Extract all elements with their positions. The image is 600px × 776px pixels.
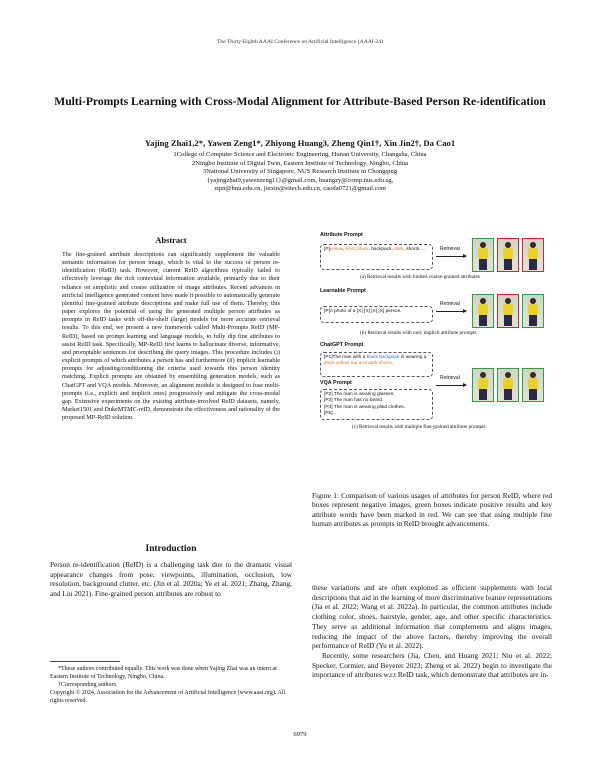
attribute-prompt-label: Attribute Prompt [320, 232, 363, 238]
right-column-text [312, 583, 552, 680]
learnable-prompt-label: Learnable Prompt [320, 288, 366, 294]
subcaption-a: (a) Retrieval results with limited coarse-grained attributes [360, 274, 480, 280]
subcaption-b: (b) Retrieval results with only implicit attribute prompts [360, 330, 477, 336]
introduction-text: Person re-identification (ReID) is a challenging task due to the dramatic visual appearance changes from pose, viewpoints, illumination, occlusion, low resolution, background clutter, etc. (Jin et al. 2020a; Ye et al. 2021; Zhang, Zhang, and Liu 2021). Fine-grained person attributes are robust to [50, 560, 292, 599]
person-image-positive [472, 368, 494, 402]
footnote-corresponding: †Corresponding authors. [58, 682, 118, 688]
result-images-b [472, 294, 544, 328]
person-image-positive [522, 368, 544, 402]
copyright-notice: Copyright © 2024, Association for the Advancement of Artificial Intelligence (www.aaai.org). All rights reserved. [50, 690, 286, 704]
paper-title: Multi-Prompts Learning with Cross-Modal Alignment for Attribute-Based Person Re-identification [54, 95, 546, 108]
page-number: 6979 [293, 731, 307, 738]
person-image-positive [472, 238, 494, 272]
attribute-prompt-box: [P]yellow, shirt, black, backpack, dark, shorts, ... [320, 244, 433, 270]
affiliation-1: 1College of Computer Science and Electronic Engineering, Hunan University, Changsha, China [173, 151, 427, 158]
retrieval-arrow-a [436, 256, 466, 257]
footnote-rule [50, 661, 120, 662]
person-image-positive [497, 368, 519, 402]
footnotes [50, 665, 292, 705]
person-image-positive [472, 294, 494, 328]
retrieval-arrow-b [436, 311, 466, 312]
retrieval-arrow-c [436, 385, 466, 386]
emails-2: zqin@hnu.edu.cn, jinxin@eitech.edu.cn, caoda0721@gmail.com [214, 185, 386, 193]
result-images-c [472, 368, 544, 402]
figure-1 [312, 232, 552, 486]
learnable-prompt-box: [P]A photo of a [X] [X] [X] [X] person. [320, 306, 433, 323]
chatgpt-prompt-label: ChatGPT Prompt [320, 342, 364, 348]
person-image-positive [522, 294, 544, 328]
person-image-negative [497, 294, 519, 328]
abstract-heading: Abstract [155, 236, 187, 245]
introduction-heading: Introduction [145, 544, 197, 554]
vqa-prompt-label: VQA Prompt [320, 380, 352, 386]
retrieval-label-a: Retrieval [440, 246, 460, 252]
emails-1: {yajingzhai9,yawenzeng11}@gmail.com, huangzy@comp.nus.edu.sg, [206, 176, 394, 184]
conference-header: The Thirty-Eighth AAAI Conference on Artificial Intelligence (AAAI-24) [217, 39, 383, 45]
affiliation-3: 3National University of Singapore, NUS Research Institute in Chongqing [202, 168, 398, 176]
vqa-prompt-box: [P2] The man is wearing glasses. [P3] The man has no beard. [P4] The man is wearing plaid clothes. [P5]... [320, 389, 433, 420]
paragraph: Recently, some researchers (Jia, Chen, and Huang 2021; Niu et al. 2022; Specker, Cormier, and Beyerer 2023; Zheng et al. 2022) begin to investigate the importance of attributes w.r.t ReID task, which demonstrate that attributes are in- [312, 650, 552, 680]
retrieval-label-c: Retrieval [440, 375, 460, 381]
subcaption-c: (c) Retrieval results with multiple fine-grained attribute prompts [352, 424, 486, 430]
person-image-negative [497, 238, 519, 272]
retrieval-label-b: Retrieval [440, 301, 460, 307]
person-image-negative [522, 238, 544, 272]
paragraph: these variations and are often exploited as efficient supplements with local descriptions that aid in the learning of more discriminative feature representations (Jia et al. 2022; Wang et al. 2022a). In particular, the common attributes include clothing color, shoes, hairstyle, gender, age, and other specific characteristics. They serve as additional information that complements and aligns images, reducing the impact of the above factors, thereby improving the overall performance of ReID (Yu et al. 2022). [312, 583, 552, 651]
result-images-a [472, 238, 544, 272]
affiliations [60, 151, 540, 194]
chatgpt-prompt-box: [P1]The man with a black backpack is wearing a short yellow top and dark shorts. [320, 352, 433, 377]
affiliation-2: 2Ningbo Institute of Digital Twin, Eastern Institute of Technology, Ningbo, China [191, 159, 409, 167]
footnote-equal-contribution: *These authors contributed equally. This work was done when Yajing Zhai was an intern at Eastern Institute of Technology, Ningbo, China. [50, 666, 277, 680]
abstract-text: The fine-grained attribute descriptions can significantly supplement the valuable semantic information for person image, which is vital to the success of person re-identification (ReID) task. However, current ReID algorithms typically failed to effectively leverage the rich contextual information available, primarily due to their reliance on simplistic and coarse utilization of image attributes. Recent advances in artificial intelligence generated content have made it possible to automatically generate plentiful fine-grained attribute descriptions and make full use of them. Thereby, this paper explores the potential of using the generated multiple person attributes as prompts in ReID tasks with off-the-shelf (large) models for more accurate retrieval results. To this end, we present a new framework called Multi-Prompts ReID (MP-ReID), based on prompt learning and language models, to fully dip fine attributes to assist ReID task. Specifically, MP-ReID first learns to hallucinate diverse, informative, and promptable sentences for describing the query images. This procedure includes (i) explicit prompts of which attributes a person has and furthermore (ii) implicit learnable prompts for adjusting/conditioning the criteria used towards this person identity matching. Explicit prompts are obtained by ensembling generation models, such as ChatGPT and VQA models. Moreover, an alignment module is designed to fuse multi-prompts (i.e., explicit and implicit ones) progressively and mitigate the cross-modal gap. Extensive experiments on the existing attribute-involved ReID datasets, namely, Market1501 and DukeMTMC-reID, demonstrate the effectiveness and rationality of the proposed MP-ReID solution. [62, 251, 280, 422]
figure-1-caption: Figure 1: Comparison of various usages of attributes for person ReID, where red boxes represent negative images, green boxes indicate positive results and key attribute words have been marked in red. We can see that using multiple fine human attributes as prompts in ReID brought advancements. [312, 491, 552, 529]
author-list: Yajing Zhai1,2*, Yawen Zeng1*, Zhiyong Huang3, Zheng Qin1†, Xin Jin2†, Da Cao1 [144, 138, 456, 148]
